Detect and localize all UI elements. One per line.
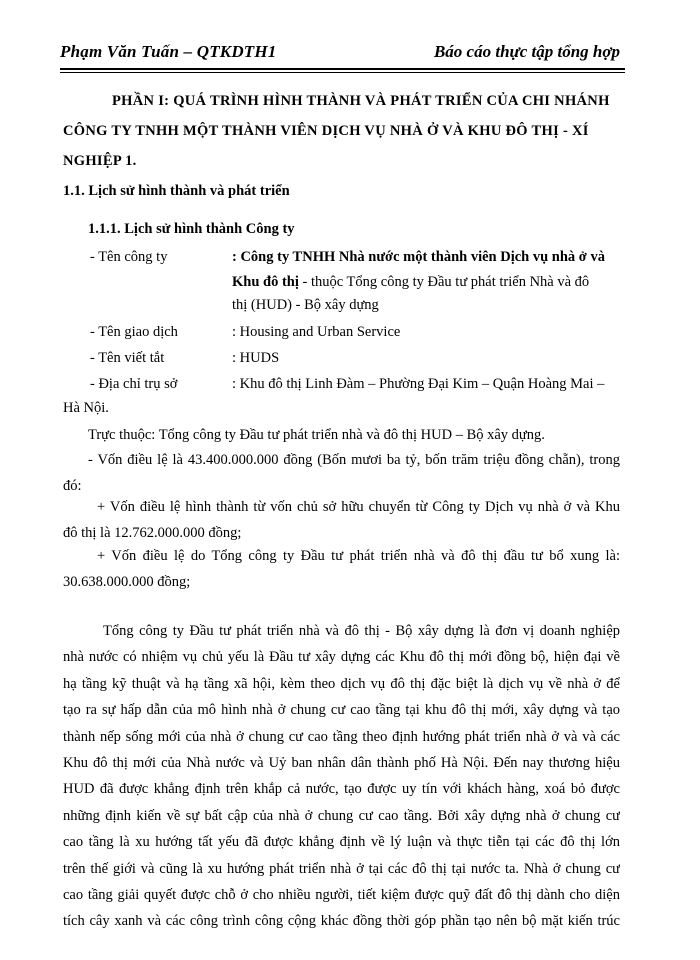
company-name-value-cont bbox=[232, 272, 589, 292]
capital-part2-block bbox=[63, 543, 620, 596]
header-report-title: Báo cáo thực tập tổng hợp bbox=[433, 42, 620, 61]
text-line: - Vốn điều lệ là 43.400.000.000 đồng (Bốn mươi ba tỷ, bốn trăm triệu đồng chẵn), trong bbox=[88, 452, 620, 468]
short-name-value: : HUDS bbox=[232, 350, 280, 366]
text-line: cao tầng là xu hướng tất yếu đã được khẳng định về lý luận và thực tiễn tại các đô thị lớn bbox=[63, 834, 620, 851]
text-line: những định kiến về sự bất cập của nhà ở chung cư cao tầng. Bởi xây dựng nhà ở chung cư bbox=[63, 807, 620, 824]
text-line: Khu đô thị mới của Nhà nước và Uỷ ban nhân dân thành phố Hà Nội. Đến nay thương hiệu bbox=[63, 754, 620, 771]
text-line: Tổng công ty Đầu tư phát triển nhà và đô thị - Bộ xây dựng là đơn vị doanh nghiệp bbox=[103, 623, 620, 639]
affiliation-line: Trực thuộc: Tổng công ty Đầu tư phát triển nhà và đô thị HUD – Bộ xây dựng. bbox=[88, 427, 545, 443]
body-paragraph bbox=[63, 618, 620, 935]
capital-part1-block bbox=[63, 494, 620, 547]
text-line: + Vốn điều lệ hình thành từ vốn chủ sở hữu chuyển từ Công ty Dịch vụ nhà ở và Khu bbox=[97, 499, 620, 515]
company-parent-cont: thị (HUD) - Bộ xây dựng bbox=[232, 297, 379, 313]
section-heading-1-1: 1.1. Lịch sử hình thành và phát triển bbox=[63, 183, 290, 199]
text-line: đó: bbox=[63, 478, 82, 495]
header-rule-thin bbox=[60, 72, 625, 73]
section-heading-1-1-1: 1.1.1. Lịch sử hình thành Công ty bbox=[88, 221, 295, 237]
text-line: đô thị là 12.762.000.000 đồng; bbox=[63, 525, 242, 542]
text-line: tích cây xanh và các công trình công cộng khác đồng thời góp phần tạo nên bộ mặt kiến trúc bbox=[63, 913, 620, 930]
company-name-label: - Tên công ty bbox=[90, 249, 168, 265]
short-name-label: - Tên viết tắt bbox=[90, 350, 165, 366]
company-name-bold: Khu đô thị bbox=[232, 274, 299, 290]
address-label: - Địa chỉ trụ sở bbox=[90, 376, 178, 392]
capital-block bbox=[63, 447, 620, 500]
address-value: : Khu đô thị Linh Đàm – Phường Đại Kim – Quận Hoàng Mai – bbox=[232, 376, 605, 392]
trade-name-label: - Tên giao dịch bbox=[90, 324, 178, 340]
company-parent: - thuộc Tổng công ty Đầu tư phát triển Nhà và đô bbox=[298, 274, 590, 290]
text-line: hạ tầng kỹ thuật và hạ tầng xã hội, kèm theo dịch vụ đô thị đặc biệt là dịch vụ về nhà ở để bbox=[63, 675, 620, 692]
text-line: thành nếp sống mới của nhà ở chung cư cao tầng theo định hướng phát triển nhà ở và và các bbox=[63, 728, 620, 745]
text-line: HUD đã được khẳng định trên khắp cả nước, tạo được uy tín với khách hàng, xoá bỏ được bbox=[63, 781, 620, 798]
text-line: nhà nước có nhiệm vụ chủ yếu là Đầu tư xây dựng các Khu đô thị mới đồng bộ, hiện đại về bbox=[63, 649, 620, 666]
text-line: trên thế giới và cũng là xu hướng phát triển nhà ở tại các đô thị tại nước ta. Nhà ở chung cư bbox=[63, 860, 620, 877]
header-author: Phạm Văn Tuấn – QTKDTH1 bbox=[60, 42, 277, 61]
part-title bbox=[63, 86, 620, 176]
part-title-line: PHẦN I: QUÁ TRÌNH HÌNH THÀNH VÀ PHÁT TRIỂN CỦA CHI NHÁNH bbox=[112, 93, 610, 109]
company-name-value: : Công ty TNHH Nhà nước một thành viên Dịch vụ nhà ở và bbox=[232, 249, 605, 265]
header-rule bbox=[60, 68, 625, 70]
trade-name-value: : Housing and Urban Service bbox=[232, 324, 401, 340]
part-title-line: CÔNG TY TNHH MỘT THÀNH VIÊN DỊCH VỤ NHÀ Ở VÀ KHU ĐÔ THỊ - XÍ bbox=[63, 123, 589, 139]
text-line: tạo ra sự hấp dẫn của mô hình nhà ở chung cư cao tầng tại khu đô thị mới, xây dựng và tạo bbox=[63, 702, 620, 719]
text-line: cao tầng giải quyết được chỗ ở cho nhiều người, tiết kiệm được quỹ đất đô thị dành cho diện bbox=[63, 886, 620, 903]
text-line: + Vốn điều lệ do Tổng công ty Đầu tư phát triển nhà và đô thị đầu tư bổ xung là: bbox=[97, 548, 620, 564]
address-cont: Hà Nội. bbox=[63, 400, 109, 416]
running-header bbox=[60, 38, 620, 70]
text-line: 30.638.000.000 đồng; bbox=[63, 574, 191, 591]
part-title-line: NGHIỆP 1. bbox=[63, 153, 137, 169]
